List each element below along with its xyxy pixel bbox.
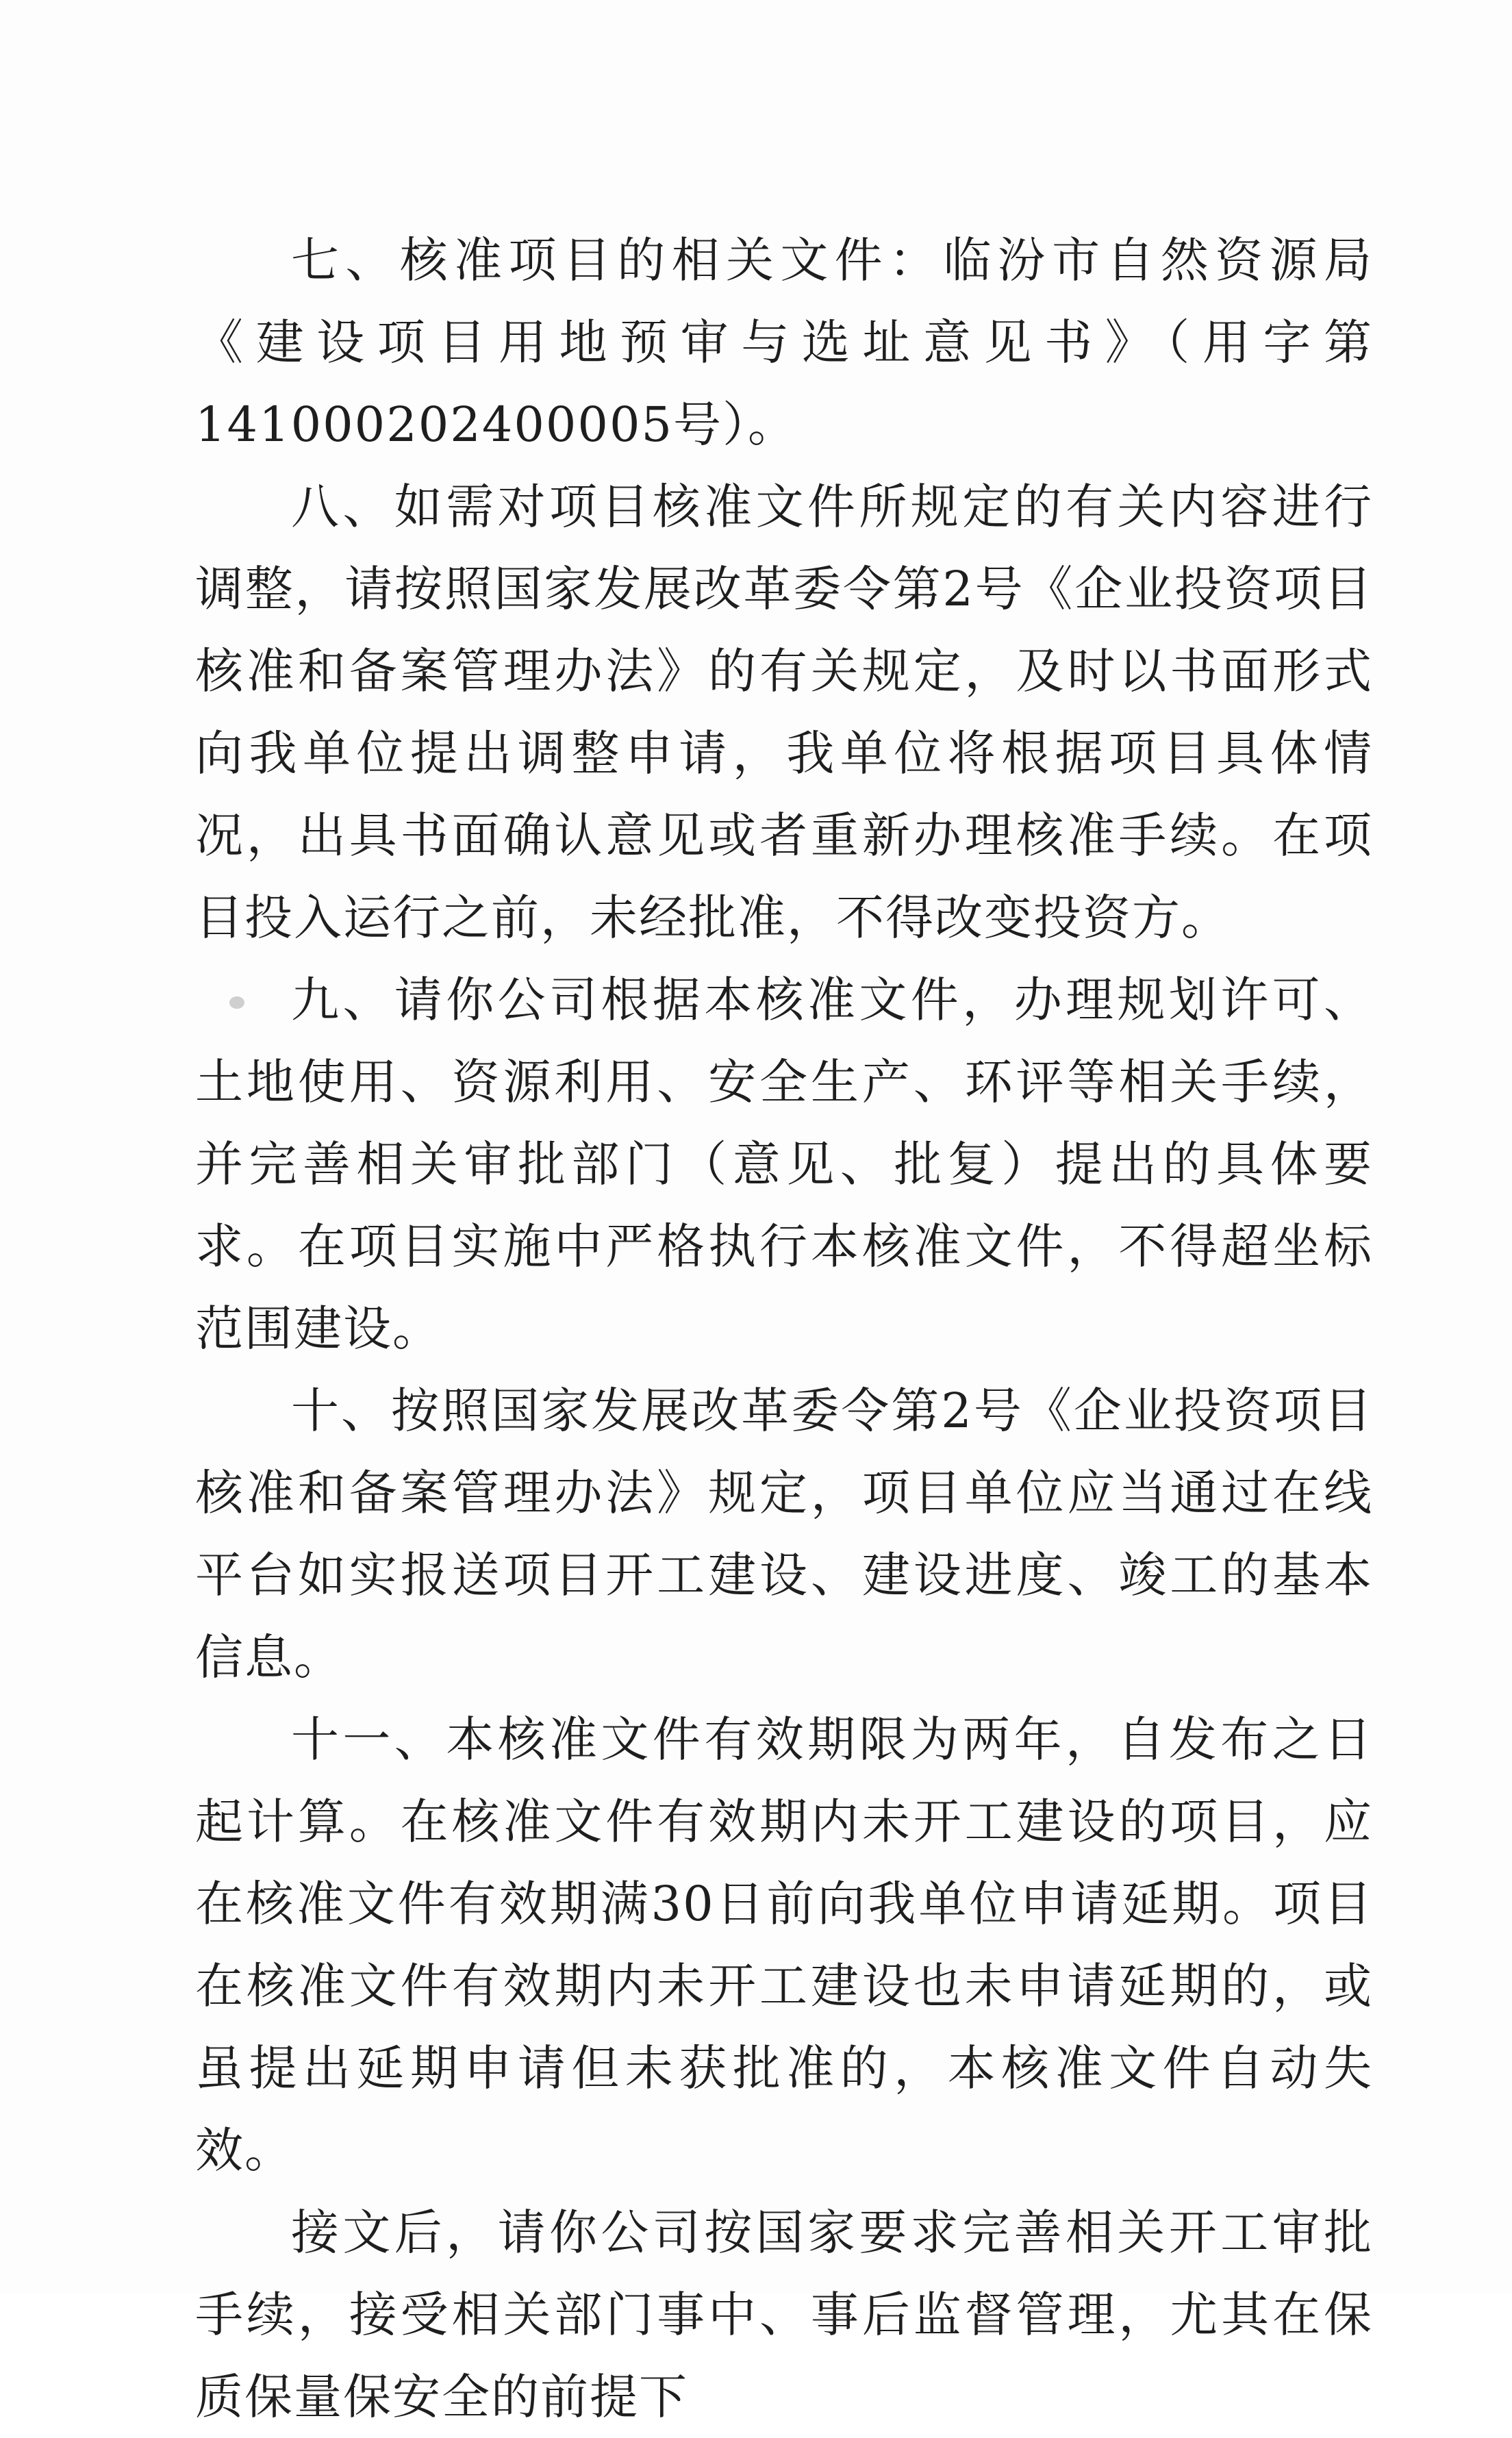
paragraph-item-7: 七、核准项目的相关文件：临汾市自然资源局《建设项目用地预审与选址意见书》（用字第141000202400005号）。 <box>195 232 1373 453</box>
paragraph-item-10: 十、按照国家发展改革委令第2号《企业投资项目核准和备案管理办法》规定，项目单位应当通过在线平台如实报送项目开工建设、建设进度、竣工的基本信息。 <box>195 1383 1373 1685</box>
document-body <box>195 219 1373 2438</box>
paragraph-item-11: 十一、本核准文件有效期限为两年，自发布之日起计算。在核准文件有效期内未开工建设的项目，应在核准文件有效期满30日前向我单位申请延期。项目在核准文件有效期内未开工建设也未申请延期的，或虽提出延期申请但未获批准的，本核准文件自动失效。 <box>195 1711 1373 2178</box>
ink-spot <box>229 996 244 1009</box>
paragraph-closing: 接文后，请你公司按国家要求完善相关开工审批手续，接受相关部门事中、事后监督管理，尤其在保质保量保安全的前提下 <box>195 2204 1373 2425</box>
paragraph-item-8: 八、如需对项目核准文件所规定的有关内容进行调整，请按照国家发展改革委令第2号《企业投资项目核准和备案管理办法》的有关规定，及时以书面形式向我单位提出调整申请，我单位将根据项目具体情况，出具书面确认意见或者重新办理核准手续。在项目投入运行之前，未经批准，不得改变投资方。 <box>195 479 1373 946</box>
paragraph-item-9: 九、请你公司根据本核准文件，办理规划许可、土地使用、资源利用、安全生产、环评等相关手续，并完善相关审批部门（意见、批复）提出的具体要求。在项目实施中严格执行本核准文件，不得超坐标范围建设。 <box>195 972 1373 1357</box>
